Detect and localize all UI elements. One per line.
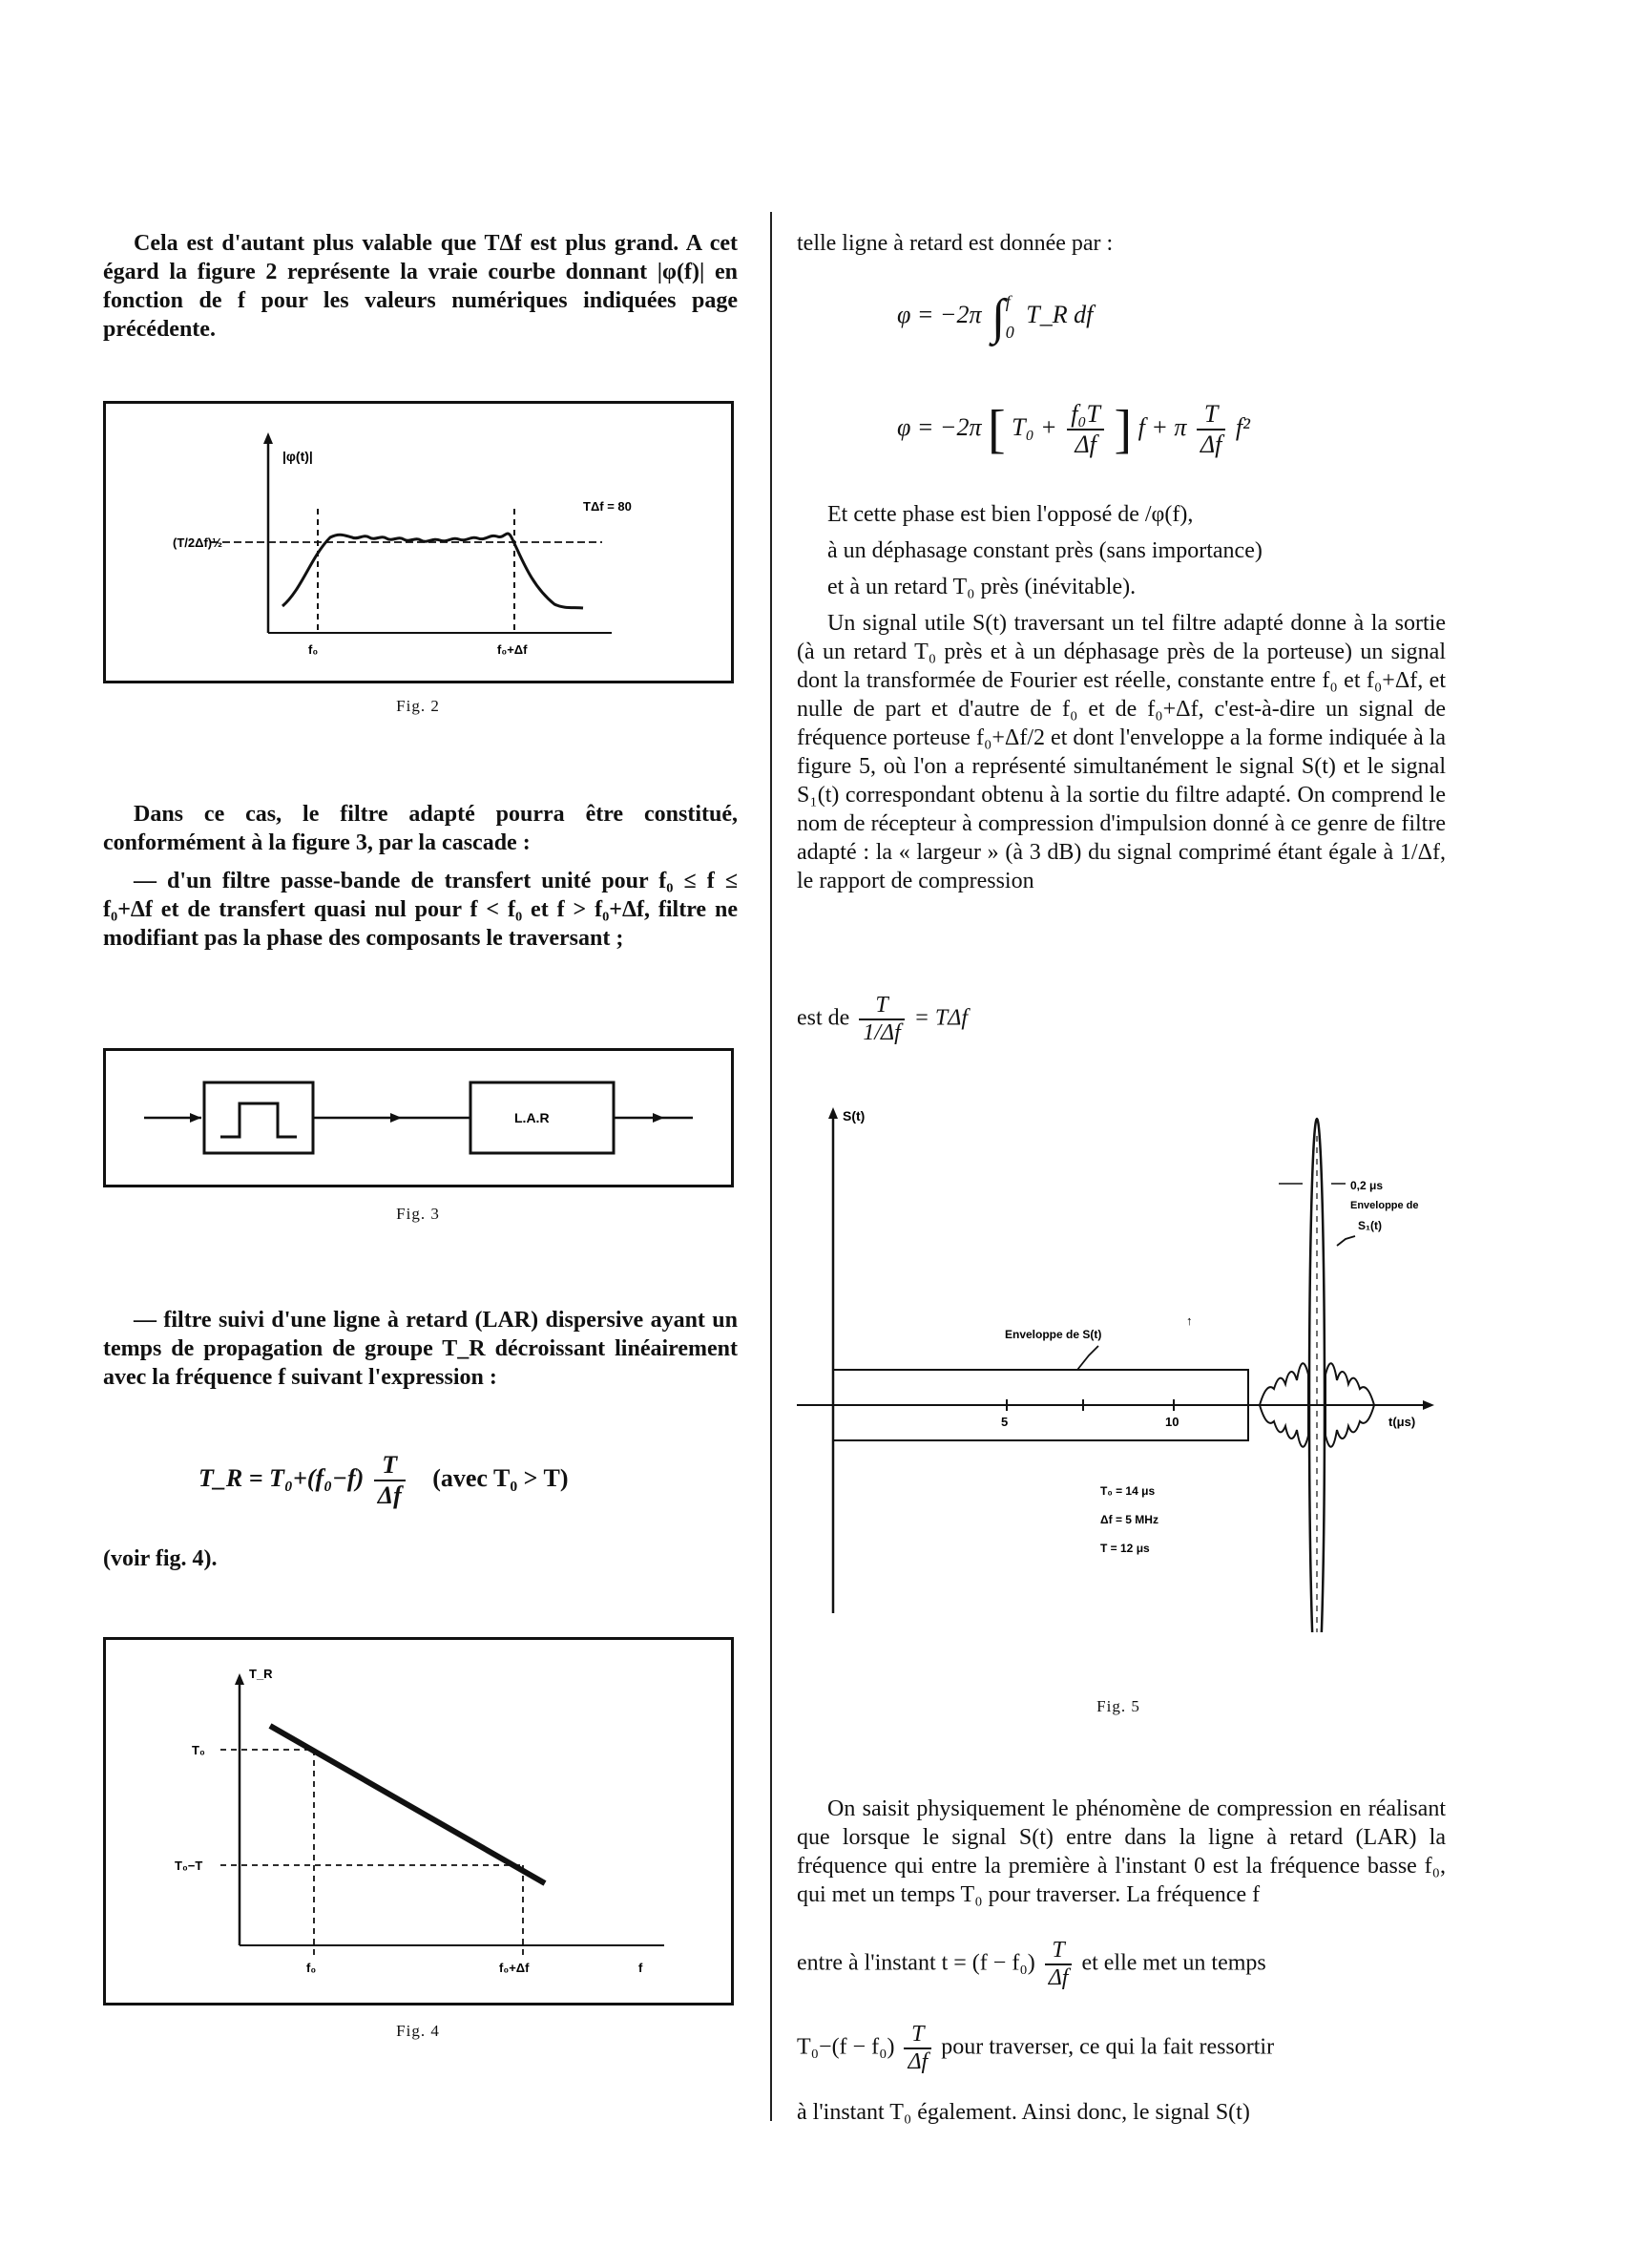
eq4-den: Δf <box>1048 1965 1069 1990</box>
fig3-output-arrow <box>653 1113 664 1123</box>
fig5-x-arrow <box>1423 1400 1434 1410</box>
eq2-inner-num: f₀T <box>1067 400 1104 430</box>
fig4-y2-label: T₀−T <box>175 1858 203 1873</box>
fig2-x2-label: f₀+Δf <box>497 642 528 657</box>
eq2-lhs: φ = −2π <box>897 412 982 441</box>
right-paragraph-7: à l'instant T₀ également. Ainsi donc, le signal S(t) <box>797 2100 1250 2125</box>
eq2-tail: f² <box>1235 412 1250 441</box>
left-voir-fig4: (voir fig. 4). <box>103 1546 218 1571</box>
fig5-tick10-label: 10 <box>1165 1415 1179 1429</box>
eq2-num: T <box>1197 400 1225 430</box>
equation-tr-lhs: T_R = T₀+(f₀−f) <box>198 1463 365 1492</box>
eq5-num: T <box>904 2022 931 2049</box>
fig5-env-s1-label-b: S₁(t) <box>1358 1219 1382 1232</box>
left-text-block-2 <box>103 800 738 953</box>
figure-3 <box>103 1048 734 1187</box>
left-paragraph-3: — d'un filtre passe-bande de transfert unité pour f₀ ≤ f ≤ f₀+Δf et de transfert quasi nul pour f < f₀ et f > f₀+Δf, filtre ne modifiant pas la phase des composants le traversant ; <box>103 869 738 951</box>
fig2-ylabel: |φ(t)| <box>282 449 313 464</box>
fig5-width-label: 0,2 μs <box>1350 1179 1384 1192</box>
fig4-x2-label: f₀+Δf <box>499 1961 530 1975</box>
figure-4-caption: Fig. 4 <box>396 2022 440 2040</box>
eq2-fraction <box>1197 400 1225 459</box>
fig5-y-arrow <box>828 1107 838 1119</box>
fig5-xlabel: t(μs) <box>1388 1415 1416 1429</box>
eq1-integrand: T_R df <box>1026 300 1094 328</box>
fig5-mark: ↑ <box>1186 1313 1193 1328</box>
right-text-block-3 <box>797 1795 1446 1909</box>
right-paragraph-4: et à un retard T₀ près (inévitable). <box>827 575 1137 599</box>
right-paragraph-2: Et cette phase est bien l'opposé de /φ(f), <box>827 502 1194 527</box>
fig2-level-label: (T/2Δf)½ <box>173 536 222 550</box>
right-paragraph-5: Un signal utile S(t) traversant un tel filtre adapté donne à la sortie (à un retard T₀ près et à un déphasage près de la porteuse) un signal dont la transformée de Fourier est réelle, constante entre f₀ et f₀+Δf, et nulle de part et d'autre de f₀ et de f₀+Δf, c'est-à-dire un signal de fréquence porteuse f₀+Δf/2 et dont l'enveloppe a la forme indiquée à la figure 5, où l'on a représenté simultanément le signal S(t) et le signal S₁(t) correspondant obtenu à la sortie du filtre adapté. On comprend le nom de récepteur à compression d'impulsion donné à ce genre de filtre adapté : la « largeur » (à 3 dB) du signal comprimé étant égale à 1/Δf, le rapport de compression <box>797 611 1446 893</box>
eq2-open-bracket: [ <box>988 400 1006 459</box>
fig5-param-df: Δf = 5 MHz <box>1100 1513 1158 1526</box>
fig5-tick5-label: 5 <box>1001 1415 1009 1429</box>
figure-5-caption: Fig. 5 <box>1096 1697 1140 1715</box>
equation-transit-time <box>797 2022 1274 2075</box>
left-column <box>103 229 738 344</box>
eq3-fraction <box>859 993 904 1046</box>
column-rule <box>770 212 772 2121</box>
right-paragraph-1: telle ligne à retard est donnée par : <box>797 231 1114 256</box>
eq4-post: et elle met un temps <box>1081 1950 1266 1976</box>
left-paragraph-4: — filtre suivi d'une ligne à retard (LAR) dispersive ayant un temps de propagation de groupe T_R décroissant linéairement avec la fréquence f suivant l'expression : <box>103 1308 738 1390</box>
left-text-block-3 <box>103 1306 738 1392</box>
eq1-integral-sign: ∫ <box>991 289 1006 345</box>
fig5-param-t: T = 12 μs <box>1100 1542 1150 1555</box>
figure-2 <box>103 401 734 683</box>
equation-phi-integral <box>897 286 1093 347</box>
eq4-num: T <box>1045 1938 1073 1965</box>
figure-4-plot <box>106 1640 731 2003</box>
fig3-middle-arrow <box>390 1113 402 1123</box>
eq3-pre: est de <box>797 1005 850 1031</box>
right-text-block-2 <box>797 496 1446 895</box>
eq4-pre: entre à l'instant t = (f − f₀) <box>797 1950 1035 1976</box>
eq2-bracket-term: T₀ + <box>1012 412 1057 441</box>
figure-5-plot <box>797 1098 1446 1632</box>
right-text-block-4 <box>797 2098 1446 2127</box>
eq1-upper: f <box>1005 292 1011 311</box>
equation-compression <box>797 993 968 1046</box>
equation-phi-expanded <box>897 399 1250 460</box>
left-text-voir <box>103 1544 485 1573</box>
eq2-den: Δf <box>1200 430 1222 458</box>
eq3-num: T <box>859 993 904 1020</box>
fig4-y1-label: T₀ <box>192 1743 205 1757</box>
left-paragraph-2: Dans ce cas, le filtre adapté pourra être constitué, conformément à la figure 3, par la cascade : <box>103 802 738 855</box>
fig3-bandpass-block <box>204 1082 313 1153</box>
figure-2-caption: Fig. 2 <box>396 697 440 715</box>
fig4-xlabel: f <box>638 1961 643 1975</box>
fig5-env-s1-label-a: Enveloppe de <box>1350 1200 1419 1211</box>
fig2-x1-label: f₀ <box>308 642 319 657</box>
fig2-curve <box>282 534 583 608</box>
eq1-lhs: φ = −2π <box>897 300 982 328</box>
eq5-pre: T₀−(f − f₀) <box>797 2034 895 2060</box>
fig4-ylabel: T_R <box>249 1667 273 1681</box>
left-paragraph-1: Cela est d'autant plus valable que TΔf est plus grand. A cet égard la figure 2 représente la vraie courbe donnant |φ(f)| en fonction de f pour les valeurs numériques indiquées page précédente. <box>103 231 738 342</box>
eq2-close-bracket: ] <box>1114 400 1133 459</box>
figure-3-diagram <box>106 1051 731 1185</box>
eq3-den: 1/Δf <box>863 1020 901 1045</box>
figure-5 <box>797 1098 1446 1632</box>
eq5-fraction <box>904 2022 931 2075</box>
fig4-y-arrow <box>235 1673 244 1685</box>
fig5-ylabel: S(t) <box>843 1108 866 1124</box>
eq3-post: = TΔf <box>913 1005 969 1031</box>
fig5-param-t0: T₀ = 14 μs <box>1100 1484 1156 1498</box>
right-paragraph-3: à un déphasage constant près (sans importance) <box>827 538 1263 563</box>
fig5-env-s-label: Enveloppe de S(t) <box>1005 1328 1102 1341</box>
figure-4 <box>103 1637 734 2006</box>
fig3-lar-label: L.A.R <box>514 1110 550 1125</box>
eq2-mid: f + π <box>1138 412 1187 441</box>
fig4-x1-label: f₀ <box>306 1961 317 1975</box>
fig3-bandpass-icon <box>220 1103 297 1137</box>
right-paragraph-6: On saisit physiquement le phénomène de compression en réalisant que lorsque le signal S(t) entre dans la ligne à retard (LAR) la fréquence qui entre la première à l'instant 0 est la fréquence basse f₀, qui met un temps T₀ pour traverser. La fréquence f <box>797 1796 1446 1907</box>
fig2-y-arrow <box>263 432 273 444</box>
fig5-env-s1-pointer <box>1337 1236 1355 1246</box>
fig2-tdf-label: TΔf = 80 <box>583 499 632 514</box>
eq5-post: pour traverser, ce qui la fait ressortir <box>941 2034 1275 2060</box>
figure-2-plot <box>106 404 731 681</box>
fig5-env-s-pointer <box>1077 1346 1098 1370</box>
equation-tr-den: Δf <box>377 1481 402 1509</box>
equation-entry-time <box>797 1938 1266 1991</box>
eq1-lower: 0 <box>1005 323 1014 342</box>
eq2-inner-den: Δf <box>1075 430 1096 458</box>
eq2-inner-fraction <box>1067 400 1104 459</box>
figure-3-caption: Fig. 3 <box>396 1205 440 1223</box>
eq4-fraction <box>1045 1938 1073 1991</box>
equation-tr <box>198 1451 569 1510</box>
fig4-tr-line <box>270 1726 545 1883</box>
right-column <box>797 229 1446 258</box>
fig3-input-arrow <box>190 1113 201 1123</box>
eq5-den: Δf <box>908 2049 929 2074</box>
equation-tr-fraction <box>374 1451 406 1510</box>
eq1-limits <box>1006 286 1014 347</box>
equation-tr-num: T <box>374 1451 406 1481</box>
equation-tr-condition: (avec T₀ > T) <box>432 1463 569 1492</box>
